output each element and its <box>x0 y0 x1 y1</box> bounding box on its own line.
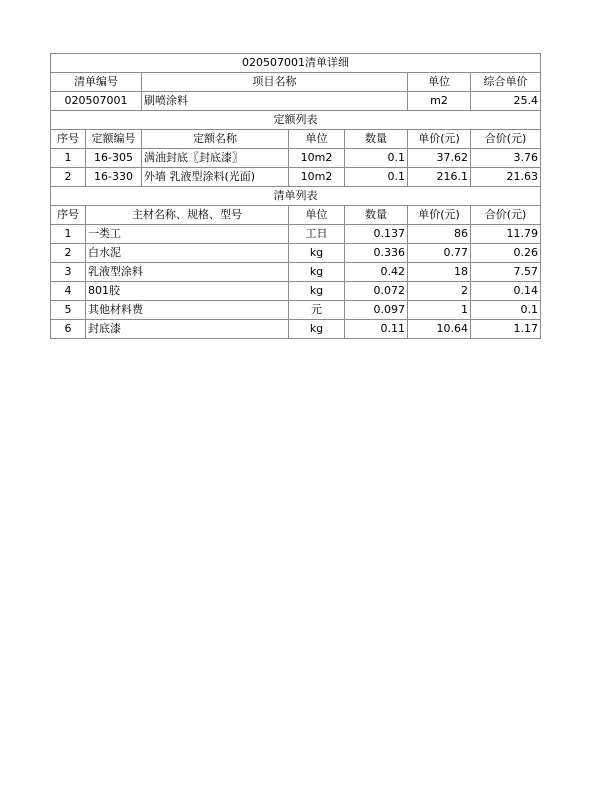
material-seq: 3 <box>51 263 86 282</box>
quota-code: 16-330 <box>86 168 142 187</box>
quota-unit: 10m2 <box>289 168 345 187</box>
quota-name-header: 定额名称 <box>142 130 289 149</box>
material-qty: 0.336 <box>345 244 408 263</box>
bill-name-header: 项目名称 <box>142 73 408 92</box>
quota-header-row <box>51 130 541 149</box>
bill-price: 25.4 <box>471 92 541 111</box>
material-unit-price: 0.77 <box>408 244 471 263</box>
quota-row <box>51 149 541 168</box>
quota-seq-header: 序号 <box>51 130 86 149</box>
material-name-header: 主材名称、规格、型号 <box>86 206 289 225</box>
material-unit-price: 18 <box>408 263 471 282</box>
bill-detail-table <box>50 53 541 339</box>
material-seq: 4 <box>51 282 86 301</box>
quota-code: 16-305 <box>86 149 142 168</box>
material-seq: 6 <box>51 320 86 339</box>
bill-code: 020507001 <box>51 92 142 111</box>
bill-unit-header: 单位 <box>408 73 471 92</box>
material-qty: 0.072 <box>345 282 408 301</box>
quota-total: 21.63 <box>471 168 541 187</box>
material-name: 封底漆 <box>86 320 289 339</box>
material-qty: 0.42 <box>345 263 408 282</box>
material-header-row <box>51 206 541 225</box>
material-unit-price: 86 <box>408 225 471 244</box>
bill-code-header: 清单编号 <box>51 73 142 92</box>
material-row <box>51 301 541 320</box>
material-qty-header: 数量 <box>345 206 408 225</box>
material-unit: kg <box>289 282 345 301</box>
page-title: 020507001清单详细 <box>51 54 541 73</box>
material-seq: 5 <box>51 301 86 320</box>
material-unit: kg <box>289 320 345 339</box>
bill-unit: m2 <box>408 92 471 111</box>
bill-name: 刷喷涂料 <box>142 92 408 111</box>
material-name: 一类工 <box>86 225 289 244</box>
title-row <box>51 54 541 73</box>
quota-unit: 10m2 <box>289 149 345 168</box>
material-unit-price-header: 单价(元) <box>408 206 471 225</box>
material-unit: 元 <box>289 301 345 320</box>
quota-qty: 0.1 <box>345 168 408 187</box>
quota-total: 3.76 <box>471 149 541 168</box>
material-qty: 0.11 <box>345 320 408 339</box>
material-total: 0.26 <box>471 244 541 263</box>
bill-price-header: 综合单价 <box>471 73 541 92</box>
quota-qty: 0.1 <box>345 149 408 168</box>
material-unit-price: 2 <box>408 282 471 301</box>
material-total: 0.14 <box>471 282 541 301</box>
quota-unit-header: 单位 <box>289 130 345 149</box>
quota-unit-price: 37.62 <box>408 149 471 168</box>
quota-seq: 2 <box>51 168 86 187</box>
material-seq-header: 序号 <box>51 206 86 225</box>
quota-name: 外墙 乳液型涂料(光面) <box>142 168 289 187</box>
quota-unit-price-header: 单价(元) <box>408 130 471 149</box>
material-row <box>51 225 541 244</box>
quota-row <box>51 168 541 187</box>
material-total: 1.17 <box>471 320 541 339</box>
bill-header-row <box>51 73 541 92</box>
material-name: 其他材料费 <box>86 301 289 320</box>
material-name: 白水泥 <box>86 244 289 263</box>
quota-section-row <box>51 111 541 130</box>
material-total: 7.57 <box>471 263 541 282</box>
material-unit: kg <box>289 263 345 282</box>
quota-unit-price: 216.1 <box>408 168 471 187</box>
material-seq: 1 <box>51 225 86 244</box>
material-unit-price: 10.64 <box>408 320 471 339</box>
material-total: 0.1 <box>471 301 541 320</box>
bill-row <box>51 92 541 111</box>
material-qty: 0.137 <box>345 225 408 244</box>
quota-qty-header: 数量 <box>345 130 408 149</box>
material-unit-price: 1 <box>408 301 471 320</box>
quota-name: 满油封底〖封底漆〗 <box>142 149 289 168</box>
material-section-row <box>51 187 541 206</box>
material-unit: kg <box>289 244 345 263</box>
material-row <box>51 263 541 282</box>
material-row <box>51 244 541 263</box>
material-seq: 2 <box>51 244 86 263</box>
material-row <box>51 282 541 301</box>
material-row <box>51 320 541 339</box>
quota-section-title: 定额列表 <box>51 111 541 130</box>
quota-total-header: 合价(元) <box>471 130 541 149</box>
material-total: 11.79 <box>471 225 541 244</box>
material-name: 801胶 <box>86 282 289 301</box>
quota-code-header: 定额编号 <box>86 130 142 149</box>
material-section-title: 清单列表 <box>51 187 541 206</box>
material-total-header: 合价(元) <box>471 206 541 225</box>
quota-seq: 1 <box>51 149 86 168</box>
material-unit-header: 单位 <box>289 206 345 225</box>
material-name: 乳液型涂料 <box>86 263 289 282</box>
material-unit: 工日 <box>289 225 345 244</box>
material-qty: 0.097 <box>345 301 408 320</box>
